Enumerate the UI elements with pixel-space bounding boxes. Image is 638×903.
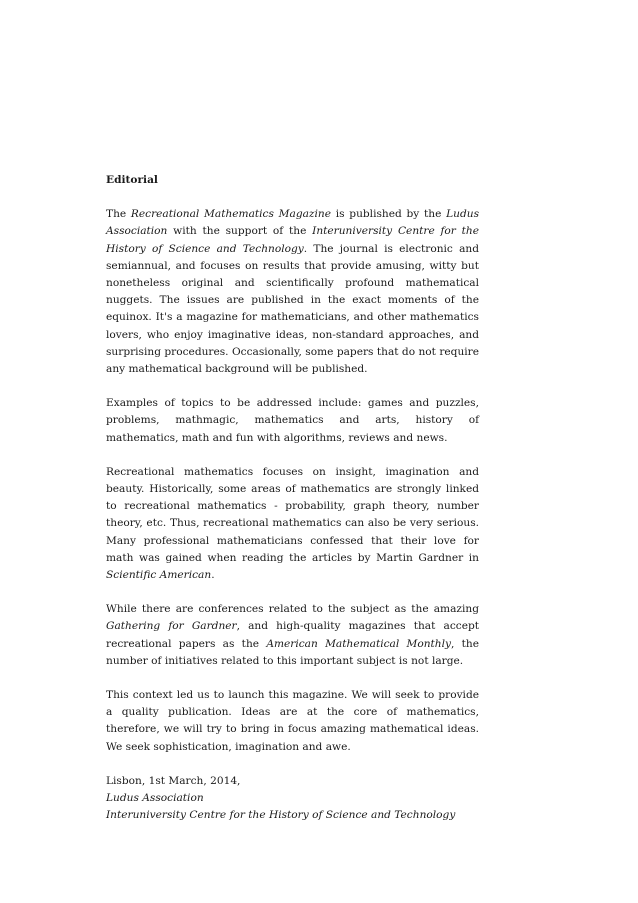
signature-association: Ludus Association — [106, 792, 204, 805]
magazine-title: Recreational Mathematics Magazine — [130, 208, 331, 221]
association-name: Ludus Association — [106, 208, 480, 238]
scientific-american-title: Scientific American — [106, 569, 212, 582]
signature-place-date: Lisbon, 1st March, 2014, — [106, 774, 241, 787]
intro-text-2: is published by the — [330, 208, 447, 221]
gathering-for-gardner-title: Gathering for Gardner — [106, 620, 237, 633]
signature-centre: Interuniversity Centre for the History of Science and Technology — [106, 809, 456, 822]
intro-paragraph — [106, 206, 479, 378]
signature-block — [106, 773, 479, 825]
focus-text-1: Recreational mathematics focuses on insight, imagination and beauty. Historically, some areas of mathematics are strongly linked to recreational mathematics - probability, graph theory, number theory, etc. Thus, recreational mathematics can also be very serious. Many professional mathematicians confessed that their love for math was gained when reading the articles by Martin Gardner in — [106, 465, 479, 564]
monthly-title: American Mathematical Monthly — [266, 637, 452, 650]
intro-text-1: The — [106, 208, 131, 221]
intro-text-3: with the support of the — [167, 225, 313, 238]
conferences-paragraph — [106, 601, 479, 670]
context-paragraph: This context led us to launch this magazine. We will seek to provide a quality publication. Ideas are at the core of mathematics, therefore, we will try to bring in focus amazing mathematical ideas. We seek sophistication, imagination and awe. — [106, 689, 479, 753]
centre-name: Interuniversity Centre for the History of Science and Technology — [106, 225, 480, 255]
editorial-heading: Editorial — [106, 174, 158, 186]
intro-text-4: . The journal is electronic and semiannual, and focuses on results that provide amusing, witty but nonetheless original and scientifically profound mathematical nuggets. The issues are published in the exact moments of the equinox. It's a magazine for mathematicians, and other mathematics lovers, who enjoy imaginative ideas, non-standard approaches, and surprising procedures. Occasionally, some papers that do not require any mathematical background will be published. — [106, 242, 480, 376]
topics-paragraph: Examples of topics to be addressed include: games and puzzles, problems, mathmagic, mathematics and arts, history of mathematics, math and fun with algorithms, reviews and news. — [106, 397, 479, 444]
conferences-text-1: While there are conferences related to the subject as the amazing — [106, 603, 479, 616]
conferences-text-3: , the number of initiatives related to this important subject is not large. — [106, 637, 480, 667]
focus-paragraph — [106, 464, 479, 584]
editorial-section — [106, 172, 479, 825]
conferences-text-2: , and high-quality magazines that accept recreational papers as the — [106, 620, 479, 650]
focus-text-2: . — [211, 569, 215, 582]
